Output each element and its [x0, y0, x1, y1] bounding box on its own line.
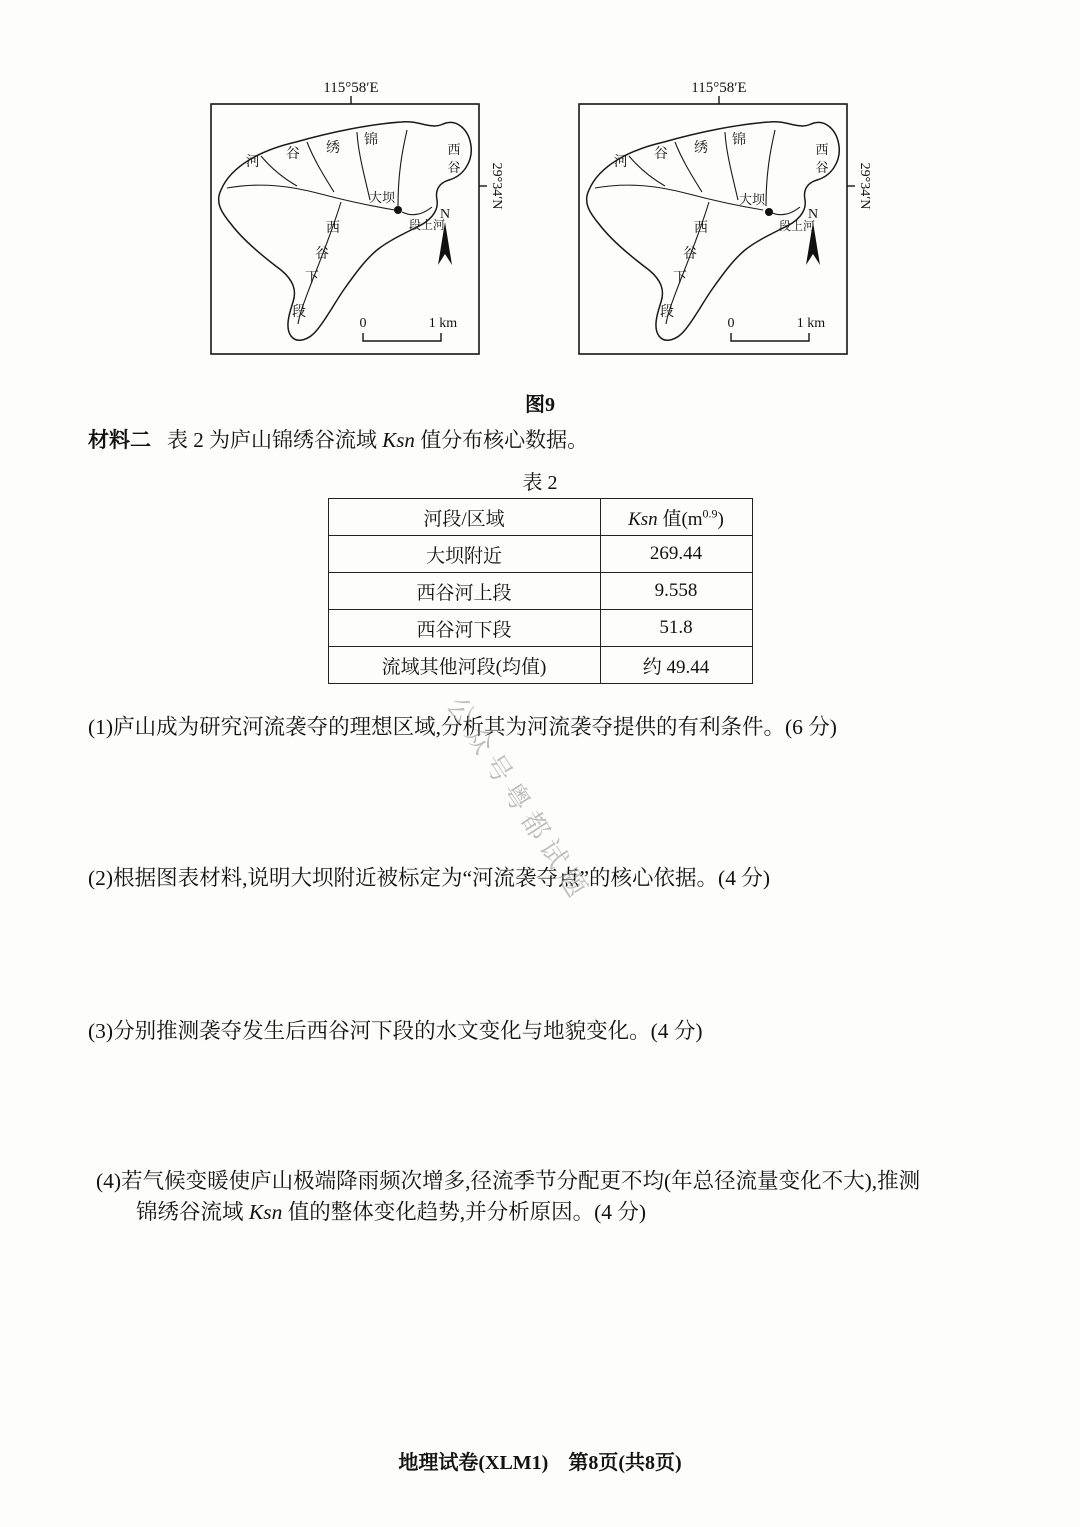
dam-label: 大坝	[738, 192, 765, 207]
question-2: (2)根据图表材料,说明大坝附近被标定为“河流袭夺点”的核心依据。(4 分)	[88, 866, 770, 891]
question-1: (1)庐山成为研究河流袭夺的理想区域,分析其为河流袭夺提供的有利条件。(6 分)	[88, 715, 837, 739]
material-2-label: 材料二	[88, 429, 151, 452]
lower-reach-char: 谷	[315, 247, 329, 262]
river-upper-reach	[770, 207, 800, 215]
row-label: 西谷河下段	[328, 610, 600, 647]
figure-caption: 图9	[525, 394, 555, 416]
map-left	[191, 78, 521, 378]
watermark: 公众号粤都试题	[440, 691, 596, 908]
header-reach: 河段/区域	[328, 499, 600, 536]
river-name-char: 谷	[654, 147, 668, 162]
ksn-table	[328, 498, 753, 684]
table-row	[328, 573, 752, 610]
tributary	[766, 130, 775, 206]
figure-9	[0, 78, 1080, 382]
dam-point	[394, 206, 402, 214]
lower-reach-char: 段	[292, 305, 306, 320]
river-name-char: 谷	[286, 147, 300, 162]
longitude-label: 115°58′E	[691, 80, 747, 96]
map-left-svg	[191, 78, 521, 378]
north-label: N	[807, 207, 819, 222]
latitude-label: 29°34′N	[489, 162, 504, 210]
question-4-line2: 锦绣谷流域 Ksn 值的整体变化趋势,并分析原因。(4 分)	[136, 1199, 647, 1224]
scale-unit: 1 km	[796, 316, 826, 331]
river-name-char: 河	[614, 155, 628, 170]
row-value: 51.8	[600, 610, 752, 647]
material-2-text-pre: 表 2 为庐山锦绣谷流域	[167, 428, 383, 452]
longitude-label: 115°58′E	[323, 80, 379, 96]
lower-reach-char: 下	[305, 271, 319, 286]
upper-reach-label: 段上河	[778, 219, 816, 233]
row-label: 流域其他河段(均值)	[328, 647, 600, 684]
river-name-char: 锦	[364, 133, 378, 148]
map-right	[559, 78, 889, 378]
tributary	[398, 130, 407, 206]
river-upper-reach	[402, 207, 432, 215]
river-name-char: 河	[246, 155, 260, 170]
map-right-svg	[559, 78, 889, 378]
row-label: 大坝附近	[328, 536, 600, 573]
table-row	[328, 610, 752, 647]
table-row	[328, 647, 752, 684]
valley-char: 谷	[815, 160, 829, 175]
dam-point	[765, 208, 773, 216]
river-name-char: 绣	[326, 141, 340, 156]
valley-char: 西	[447, 142, 461, 157]
ksn-symbol: Ksn	[382, 428, 415, 452]
page-footer: 地理试卷(XLM1) 第8页(共8页)	[398, 1452, 682, 1474]
table-row	[328, 536, 752, 573]
material-2-text-post: 值分布核心数据。	[414, 428, 589, 452]
row-value: 约 49.44	[600, 647, 752, 684]
lower-reach-char: 段	[660, 305, 674, 320]
question-4-line1: (4)若气候变暖使庐山极端降雨频次增多,径流季节分配更不均(年总径流量变化不大),推测	[96, 1168, 921, 1193]
header-ksn: Ksn 值$(m^{0.9})$	[600, 499, 752, 536]
ksn-symbol: Ksn	[628, 508, 658, 530]
table-2-title: 表 2	[522, 472, 558, 494]
table-header-row	[328, 499, 752, 536]
scale-zero: 0	[359, 316, 367, 331]
scale-zero: 0	[727, 316, 735, 331]
latitude-label: 29°34′N	[857, 162, 872, 210]
question-4	[96, 1166, 1020, 1228]
lower-reach-char: 西	[326, 221, 340, 236]
river-name-char: 锦	[732, 133, 746, 148]
scale-bar	[363, 333, 441, 341]
lower-reach-char: 西	[694, 221, 708, 236]
dam-label: 大坝	[368, 190, 395, 205]
material-2-paragraph	[88, 424, 1080, 458]
scale-bar	[731, 333, 809, 341]
lower-reach-char: 下	[673, 271, 687, 286]
row-value: 269.44	[600, 536, 752, 573]
row-label: 西谷河上段	[328, 573, 600, 610]
upper-reach-label: 段上河	[408, 218, 446, 232]
valley-char: 西	[815, 142, 829, 157]
valley-char: 谷	[447, 160, 461, 175]
north-label: N	[439, 207, 451, 222]
scale-unit: 1 km	[428, 316, 458, 331]
lower-reach-char: 谷	[683, 247, 697, 262]
question-3: (3)分别推测袭夺发生后西谷河下段的水文变化与地貌变化。(4 分)	[88, 1019, 703, 1044]
ksn-symbol: Ksn	[248, 1199, 283, 1224]
river-name-char: 绣	[694, 141, 708, 156]
row-value: 9.558	[600, 573, 752, 610]
